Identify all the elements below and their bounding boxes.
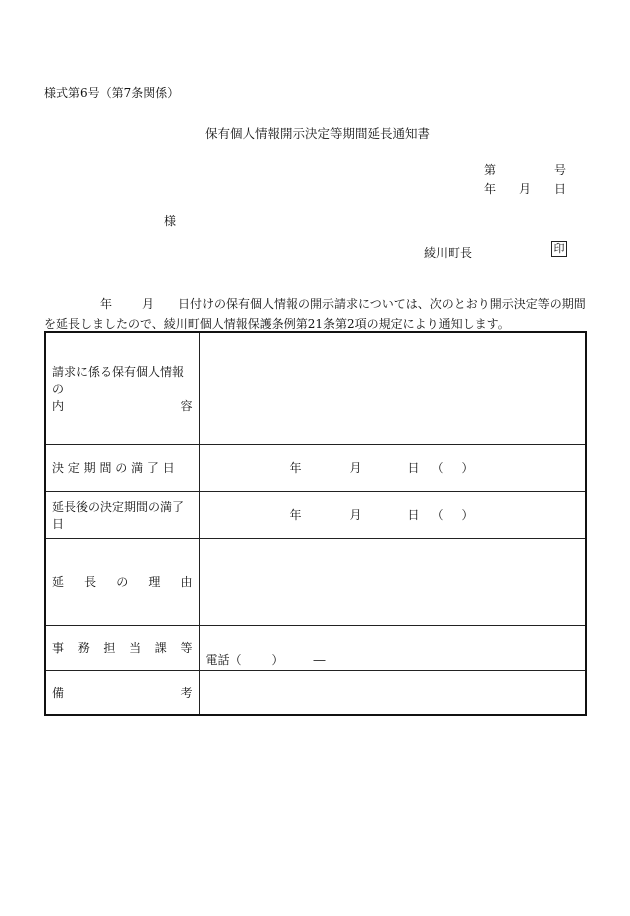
issuer-name: 綾川町長: [424, 246, 473, 260]
label-extended-deadline: 延長後の決定期間の満了日: [45, 491, 199, 538]
table-row-office: [45, 625, 586, 670]
label-char: 当: [129, 641, 142, 655]
notice-body-line-1: [100, 295, 586, 312]
label-char: 課: [154, 641, 167, 655]
paren-close: ）: [461, 508, 474, 522]
label-original-deadline: 決 定 期 間 の 満 了 日: [45, 444, 199, 491]
date-day: 日: [553, 182, 566, 196]
label-char: 長: [84, 575, 97, 589]
label-char: 考: [180, 685, 193, 700]
table-row-reason: [45, 538, 586, 625]
label-line-2: [52, 397, 193, 414]
form-number: 様式第6号（第7条関係）: [44, 86, 180, 100]
phone-line: [206, 651, 326, 668]
request-content-field[interactable]: [199, 332, 586, 444]
label-char: 務: [77, 641, 90, 655]
label-request-content: [45, 332, 199, 444]
label-reason: [45, 538, 199, 625]
body-text: 日付けの保有個人情報の開示請求については、次のとおり開示決定等の期間: [178, 297, 586, 311]
extended-year: 年: [289, 508, 302, 522]
label-char: 備: [52, 685, 65, 700]
paren-open: （: [431, 508, 444, 522]
notice-table: [44, 331, 587, 716]
deadline-year: 年: [289, 461, 302, 475]
phone-paren-close: ）: [271, 652, 284, 667]
table-row-remarks: [45, 670, 586, 715]
date-year: 年: [484, 182, 497, 196]
label-remarks: [45, 670, 199, 715]
date-month: 月: [518, 182, 531, 196]
seal-stamp: 印: [551, 241, 567, 257]
label-char: 由: [180, 575, 193, 589]
table-row-original-deadline: [45, 444, 586, 491]
notice-body-line-2: を延長しましたので、綾川町個人情報保護条例第21条第2項の規定により通知します。: [44, 317, 510, 331]
reason-field[interactable]: [199, 538, 586, 625]
number-suffix: 号: [553, 163, 566, 177]
phone-label: 電話（: [205, 652, 242, 667]
office-field[interactable]: [199, 625, 586, 670]
paren-open: （: [431, 461, 444, 475]
table-row-extended-deadline: [45, 491, 586, 538]
label-char: 容: [180, 398, 193, 413]
addressee-honorific: 様: [164, 214, 177, 228]
label-char: 等: [180, 641, 193, 655]
document-number-line: [484, 161, 566, 178]
label-char: 理: [148, 575, 161, 589]
issue-date-line: [484, 180, 566, 197]
deadline-month: 月: [349, 461, 362, 475]
body-year: 年: [100, 297, 113, 311]
remarks-field[interactable]: [199, 670, 586, 715]
body-month: 月: [142, 297, 155, 311]
label-line-1: 請求に係る保有個人情報の: [52, 364, 185, 396]
label-char: 担: [103, 641, 116, 655]
label-office: [45, 625, 199, 670]
document-title: 保有個人情報開示決定等期間延長通知書: [205, 126, 431, 141]
paren-close: ）: [461, 461, 474, 475]
extended-day: 日: [407, 508, 420, 522]
extended-deadline-field[interactable]: [199, 491, 586, 538]
label-char: の: [116, 575, 129, 589]
original-deadline-field[interactable]: [199, 444, 586, 491]
label-char: 事: [52, 641, 65, 655]
extended-month: 月: [349, 508, 362, 522]
phone-dash: ―: [313, 652, 326, 667]
label-char: 延: [52, 575, 65, 589]
label-char: 内: [52, 398, 65, 413]
table-row-request-content: [45, 332, 586, 444]
deadline-day: 日: [407, 461, 420, 475]
number-prefix: 第: [484, 163, 497, 177]
